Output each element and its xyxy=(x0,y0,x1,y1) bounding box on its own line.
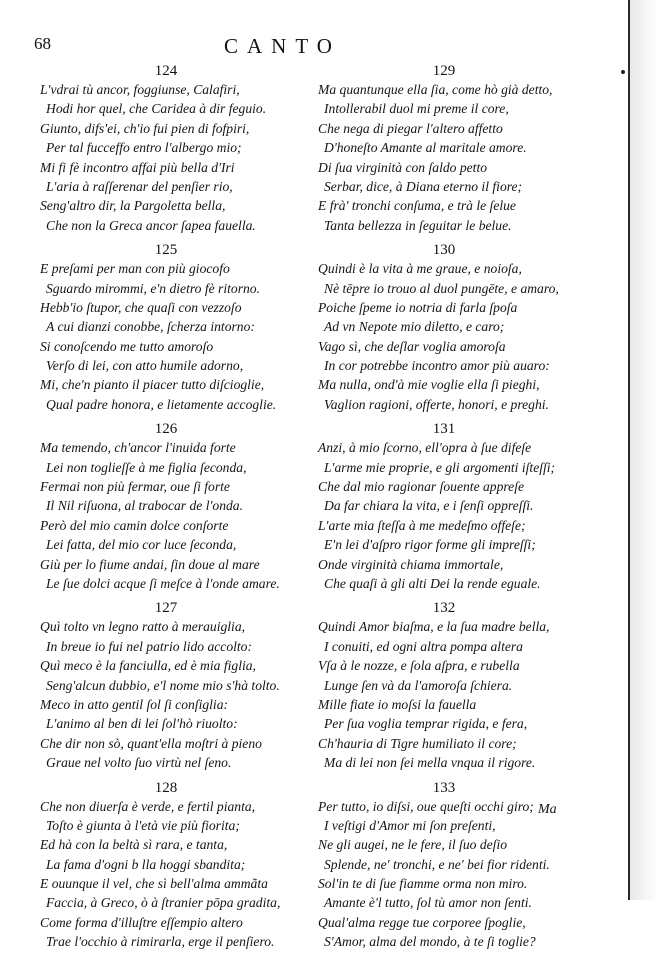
stanza xyxy=(40,599,322,772)
verse-line: Ma quantunque ella ſia, come hò già detto, xyxy=(318,82,553,97)
stanza xyxy=(318,241,600,414)
verse-line: Quindi è la vita à me graue, e noioſa, xyxy=(318,261,522,277)
verse-line: Che quaſi à gli alti Dei la rende eguale. xyxy=(324,575,541,591)
verse-line: Che nega di piegar l'altero affetto xyxy=(318,120,503,136)
verse-line: Sguardo mirommi, e'n dietro fè ritorno. xyxy=(46,280,260,296)
verse-line: L'arte mia ſteſſa à me medeſmo offeſe; xyxy=(318,517,526,533)
stanza-number: 131 xyxy=(432,421,456,438)
verse-line: I conuiti, ed ogni altra pompa altera xyxy=(324,638,523,654)
stanza-number: 130 xyxy=(432,242,456,259)
verse-line: In cor potrebbe incontro amor più auaro: xyxy=(324,358,550,374)
verse-line: Sol'in te di ſue fiamme orma non miro. xyxy=(318,876,528,892)
verse-line: Quì meco è la fanciulla, ed è mia figlia, xyxy=(40,658,256,674)
stanza-number: 125 xyxy=(154,242,178,259)
page-number: 68 xyxy=(34,34,51,53)
verse-line: Serbar, dice, à Diana eterno il fiore; xyxy=(324,178,523,194)
verse-line: Vaglion ragioni, offerte, honori, e preghi. xyxy=(324,396,549,412)
verse-line: L'aria à raſſerenar del penſier rio, xyxy=(46,178,233,194)
verse-line: Da far chiara la vita, e i ſenſi oppreſſi. xyxy=(324,498,534,514)
stanza-number: 128 xyxy=(154,779,178,796)
verse-line: L'animo al ben di lei ſol'hò riuolto: xyxy=(46,716,238,732)
stanza xyxy=(318,420,600,593)
stanza-number: 133 xyxy=(432,779,456,796)
verse-line: L'arme mie proprie, e gli argomenti iſteſſi; xyxy=(324,459,556,475)
verse-line: Quì tolto vn legno ratto à merauiglia, xyxy=(40,619,246,635)
verse-line: Vſa à le nozze, e ſola aſpra, e rubella xyxy=(318,658,520,674)
verse-line: Amante è'l tutto, ſol tù amor non ſenti. xyxy=(324,895,532,911)
verse-line: Qual padre honora, e lietamente accoglie. xyxy=(46,396,277,412)
margin-mark xyxy=(621,70,625,74)
stanza-number: 126 xyxy=(154,421,178,438)
stanza-number: 132 xyxy=(432,600,456,617)
verse-line: Ch'hauria di Tigre humiliato il core; xyxy=(318,735,517,751)
verse-line: Lunge ſen và da l'amoroſa ſchiera. xyxy=(324,677,513,693)
verse-line: Verſo di lei, con atto humile adorno, xyxy=(46,358,244,374)
verse-line: Mi, che'n pianto il piacer tutto diſcioglie, xyxy=(40,377,265,393)
verse-line: Lei non toglieſſe à me figlia ſeconda, xyxy=(46,459,247,475)
verse-line: Anzi, à mio ſcorno, ell'opra à ſue difeſe xyxy=(318,440,532,456)
verse-line: Le ſue dolci acque ſi meſce à l'onde amare. xyxy=(46,575,280,591)
verse-line: Che non diuerſa è verde, e fertil pianta, xyxy=(40,798,256,814)
running-title: CANTO xyxy=(224,34,341,58)
verse-line: Meco in atto gentil ſol ſi conſiglia: xyxy=(40,696,229,712)
verse-line: Vago sì, che deſlar voglia amoroſa xyxy=(318,338,506,354)
verse-line: Toſto è giunta à l'età vie più fiorita; xyxy=(46,817,240,833)
stanza xyxy=(318,599,600,772)
verse-line: Mi fi fè incontro affai più bella d'Iri xyxy=(40,159,235,175)
verse-line: Giunto, difs'ei, ch'io fui pien di fofpiri, xyxy=(40,120,250,136)
verse-line: Si conoſcendo me tutto amoroſo xyxy=(40,338,214,354)
verse-line: Seng'alcun dubbio, e'l nome mio s'hà tolto. xyxy=(46,677,280,693)
right-column xyxy=(318,62,600,958)
verse-line: I veſtigi d'Amor mi ſon preſenti, xyxy=(324,817,496,833)
verse-line: Poiche ſpeme io notria di farla ſpoſa xyxy=(318,299,518,315)
verse-line: A cui dianzi conobbe, ſcherza intorno: xyxy=(46,319,255,335)
stanza-number: 124 xyxy=(154,63,178,79)
verse-line: Ad vn Nepote mio diletto, e caro; xyxy=(324,319,505,335)
verse-line: Per ſua voglia temprar rigida, e fera, xyxy=(324,716,528,732)
stanza xyxy=(40,779,322,952)
verse-line: S'Amor, alma del mondo, à te ſi toglie? xyxy=(324,934,536,950)
stanza-number: 129 xyxy=(432,63,456,79)
verse-line: Per tal fucceffo entro l'albergo mio; xyxy=(46,140,242,156)
catchword: Ma xyxy=(538,802,557,817)
stanza xyxy=(40,62,322,235)
stanza xyxy=(318,62,600,235)
verse-line: In breue io fui nel patrio lido accolto: xyxy=(46,638,253,654)
verse-line: Ma temendo, ch'ancor l'inuida forte xyxy=(40,440,236,456)
verse-line: Però del mio camin dolce conſorte xyxy=(40,517,229,533)
stanza-number: 127 xyxy=(154,600,178,617)
stanza xyxy=(40,420,322,593)
verse-line: Ne gli augei, ne le fere, il ſuo deſio xyxy=(318,837,508,853)
verse-line: Che dal mio ragionar ſouente appreſe xyxy=(318,479,525,495)
verse-line: E'n lei d'aſpro rigor forme gli impreſſi; xyxy=(324,537,536,553)
verse-line: Ma di lei non ſei mella vnqua il rigore. xyxy=(324,755,536,771)
verse-line: La fama d'ogni b lla hoggi sbandita; xyxy=(46,856,246,872)
verse-line: Fermai non più fermar, oue ſi forte xyxy=(40,479,230,495)
page-gutter-shadow xyxy=(630,0,658,900)
verse-line: E frà' tronchi conſuma, e trà le ſelue xyxy=(318,198,516,214)
verse-line: Quindi Amor biaſma, e la ſua madre bella, xyxy=(318,619,550,635)
verse-line: Il Nil riſuona, al trabocar de l'onda. xyxy=(46,498,243,514)
verse-line: Ed hà con la beltà sì rara, e tanta, xyxy=(40,837,228,853)
verse-line: Graue nel volto ſuo virtù nel ſeno. xyxy=(46,755,232,771)
verse-line: Splende, ne' tronchi, e ne' bei fior ridenti. xyxy=(324,856,550,872)
verse-line: Intollerabil duol mi preme il core, xyxy=(324,101,509,117)
verse-line: L'vdrai tù ancor, foggiunse, Calafiri, xyxy=(40,82,240,97)
verse-line: Tanta bellezza in ſeguitar le belue. xyxy=(324,217,512,233)
verse-line: D'honeſto Amante al maritale amore. xyxy=(324,140,527,156)
verse-line: Giù per lo fiume andai, ſin doue al mare xyxy=(40,556,260,572)
verse-line: Ma nulla, ond'à mie voglie ella ſi pieghi, xyxy=(318,377,540,393)
verse-line: Faccia, à Greco, ò à ſtranier pōpa gradita, xyxy=(46,895,281,911)
verse-line: E preſami per man con più giocofo xyxy=(40,261,230,277)
verse-line: Che non la Greca ancor ſapea fauella. xyxy=(46,217,256,233)
verse-line: Mille fiate io moſsi la fauella xyxy=(318,696,477,712)
left-column xyxy=(40,62,322,958)
stanza xyxy=(318,779,600,952)
verse-line: Onde virginità chiama immortale, xyxy=(318,556,504,572)
verse-line: Trae l'occhio à rimirarla, erge il penſiero. xyxy=(46,934,275,950)
verse-line: Hodi hor quel, che Caridea à dir feguio. xyxy=(46,101,267,117)
verse-line: Che dir non sò, quant'ella moſtri à pieno xyxy=(40,735,262,751)
verse-line: Di ſua virginità con ſaldo petto xyxy=(318,159,488,175)
stanza xyxy=(40,241,322,414)
verse-line: Per tutto, io diſsi, oue queſti occhi giro; xyxy=(318,798,534,814)
verse-line: Lei fatta, del mio cor luce ſeconda, xyxy=(46,537,237,553)
verse-line: E ouunque il vel, che sì bell'alma ammãta xyxy=(40,876,268,892)
verse-line: Come forma d'illuſtre eſſempio altero xyxy=(40,914,243,930)
verse-line: Hebb'io ſtupor, che quaſi con vezzoſo xyxy=(40,299,242,315)
verse-line: Seng'altro dir, la Pargoletta bella, xyxy=(40,198,226,214)
verse-line: Nè tēpre io trouo al duol pungēte, e amaro, xyxy=(324,280,559,296)
verse-line: Qual'alma regge tue corporee ſpoglie, xyxy=(318,914,526,930)
